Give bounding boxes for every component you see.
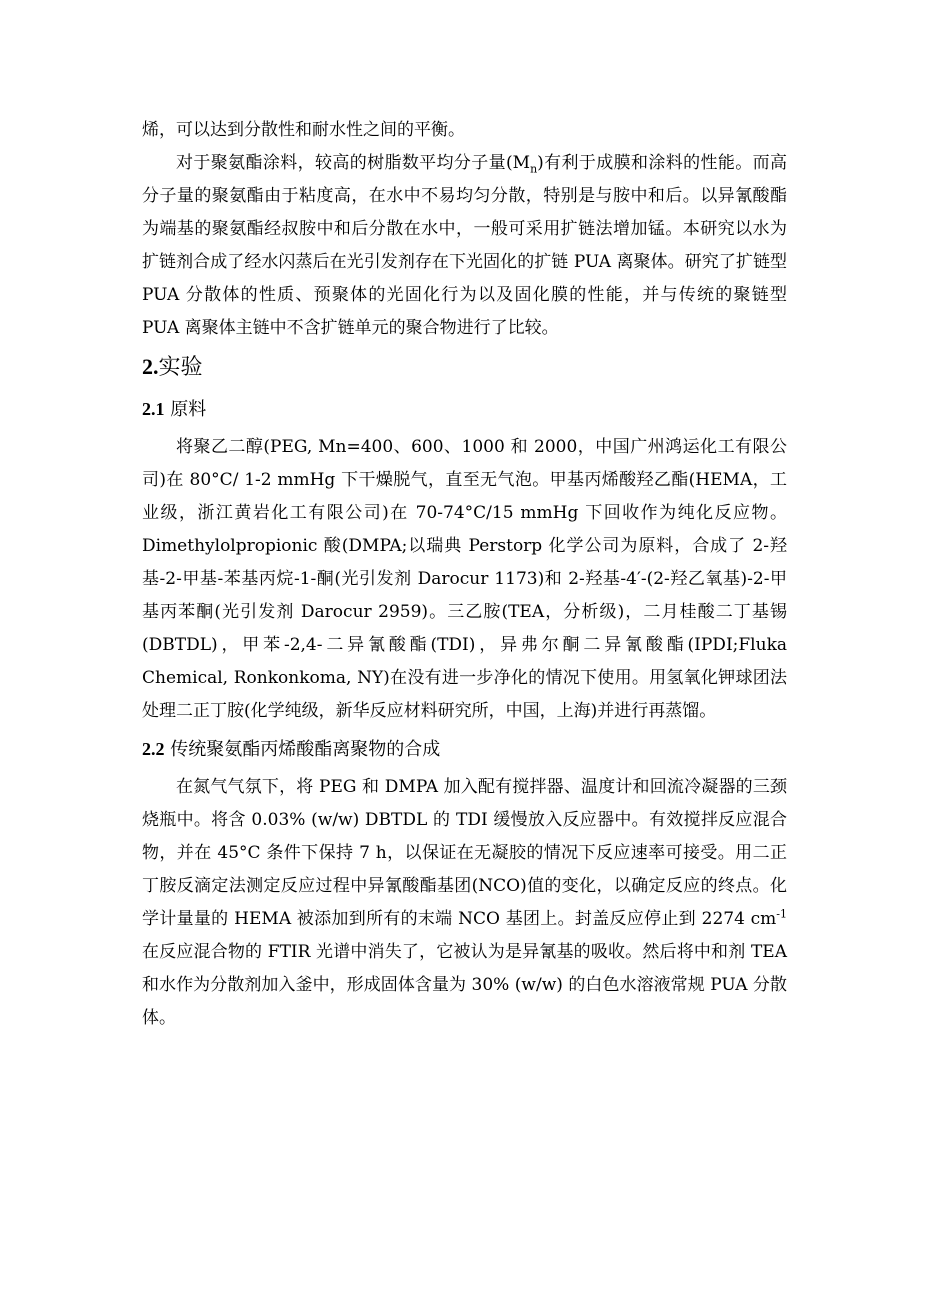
paragraph-mn-part-b: )有利于成膜和涂料的性能。而高分子量的聚氨酯由于粘度高，在水中不易均匀分散，特别是与胺中和后。以异氰酸酯为端基的聚氨酯经叔胺中和后分散在水中，一般可采用扩链法增加锰。本研究以水为扩链剂合成了经水闪蒸后在光引发剂存在下光固化的扩链 PUA 离聚体。研究了扩链型 PUA 分散体的性质、预聚体的光固化行为以及固化膜的性能，并与传统的聚链型 PUA 离聚体主链中不含扩链单元的聚合物进行了比较。	[142, 153, 787, 338]
section-title: 实验	[158, 355, 203, 380]
subscript-n: n	[530, 162, 538, 176]
paragraph-synthesis-part-a: 在氮气气氛下，将 PEG 和 DMPA 加入配有搅拌器、温度计和回流冷凝器的三颈烧瓶中。将含 0.03% (w/w) DBTDL 的 TDI 缓慢放入反应器中。有效搅拌反应混合物，并在 45°C 条件下保持 7 h，以保证在无凝胶的情况下反应速率可接受。用二正丁胺反滴定法测定反应过程中异氰酸酯基团(NCO)值的变化，以确定反应的终点。化学计量量的 HEMA 被添加到所有的末端 NCO 基团上。封盖反应停止到 2274 cm	[142, 777, 787, 929]
subsection-title: 原料	[164, 399, 207, 420]
paragraph-synthesis	[142, 771, 787, 1035]
superscript-minus-one: -1	[776, 907, 787, 921]
document-page	[142, 114, 787, 1035]
paragraph-mn-part-a: 对于聚氨酯涂料，较高的树脂数平均分子量(M	[176, 153, 531, 173]
subsection-number: 2.1	[142, 399, 165, 419]
section-heading-experiment	[142, 347, 787, 388]
section-number: 2.	[142, 354, 159, 379]
paragraph-synthesis-part-b: 在反应混合物的 FTIR 光谱中消失了，它被认为是异氰基的吸收。然后将中和剂 TEA 和水作为分散剂加入釜中，形成固体含量为 30% (w/w) 的白色水溶液常规 PUA 分散体。	[142, 942, 787, 1028]
paragraph-molecular-weight	[142, 147, 787, 345]
paragraph-intro-end: 烯，可以达到分散性和耐水性之间的平衡。	[142, 120, 465, 140]
paragraph-materials: 将聚乙二醇(PEG, Mn=400、600、1000 和 2000，中国广州鸿运化工有限公司)在 80°C/ 1-2 mmHg 下干燥脱气，直至无气泡。甲基丙烯酸羟乙酯(HEMA，工业级，浙江黄岩化工有限公司)在 70-74°C/15 mmHg 下回收作为纯化反应物。Dimethylolpropionic 酸(DMPA;以瑞典 Perstorp 化学公司为原料，合成了 2-羟基-2-甲基-苯基丙烷-1-酮(光引发剂 Darocur 1173)和 2-羟基-4′-(2-羟乙氧基)-2-甲基丙苯酮(光引发剂 Darocur 2959)。三乙胺(TEA，分析级)，二月桂酸二丁基锡(DBTDL)，甲苯-2,4-二异氰酸酯(TDI)，异弗尔酮二异氰酸酯(IPDI;Fluka Chemical, Ronkonkoma, NY)在没有进一步净化的情况下使用。用氢氧化钾球团法处理二正丁胺(化学纯级，新华反应材料研究所，中国，上海)并进行再蒸馏。	[142, 437, 787, 721]
subsection-heading-synthesis	[142, 732, 787, 767]
subsection-number: 2.2	[142, 739, 165, 759]
subsection-heading-materials	[142, 392, 787, 427]
subsection-title: 传统聚氨酯丙烯酸酯离聚物的合成	[164, 739, 441, 760]
